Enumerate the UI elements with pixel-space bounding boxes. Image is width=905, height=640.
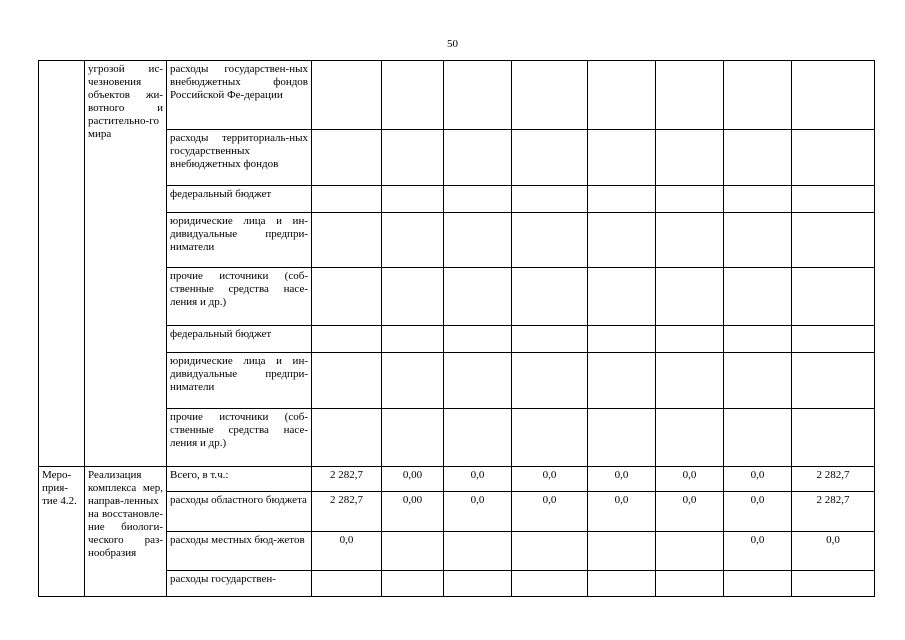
value-cell — [382, 130, 444, 186]
value-cell — [792, 130, 875, 186]
measure-name-cell: Реализация комплекса мер, направ-ленных на восстановле-ние биологи-ческого раз-нообразия — [85, 467, 167, 597]
value-cell — [382, 186, 444, 213]
value-cell — [656, 326, 724, 353]
value-cell — [792, 186, 875, 213]
value-cell — [588, 409, 656, 467]
funding-source-cell: федеральный бюджет — [167, 326, 312, 353]
value-cell — [382, 268, 444, 326]
table-row — [39, 467, 875, 492]
code-cell-empty — [39, 61, 85, 467]
value-cell — [656, 186, 724, 213]
value-cell: 0,0 — [444, 492, 512, 532]
value-cell — [792, 268, 875, 326]
value-cell: 0,0 — [512, 492, 588, 532]
value-cell — [512, 268, 588, 326]
value-cell — [656, 268, 724, 326]
value-cell: 0,0 — [656, 467, 724, 492]
value-cell — [724, 213, 792, 268]
value-cell — [588, 571, 656, 597]
value-cell — [588, 353, 656, 409]
value-cell — [792, 353, 875, 409]
value-cell — [382, 353, 444, 409]
value-cell — [444, 532, 512, 571]
value-cell — [588, 186, 656, 213]
value-cell — [444, 186, 512, 213]
funding-source-cell: Всего, в т.ч.: — [167, 467, 312, 492]
value-cell: 0,00 — [382, 492, 444, 532]
value-cell — [724, 130, 792, 186]
value-cell — [382, 571, 444, 597]
measure-name-cell: угрозой ис-чезновения объектов жи-вотного и растительно-го мира — [85, 61, 167, 467]
value-cell — [312, 409, 382, 467]
value-cell — [512, 326, 588, 353]
value-cell — [588, 130, 656, 186]
value-cell: 0,0 — [444, 467, 512, 492]
value-cell — [724, 61, 792, 130]
value-cell — [588, 326, 656, 353]
value-cell — [588, 61, 656, 130]
value-cell — [312, 353, 382, 409]
value-cell: 0,0 — [588, 467, 656, 492]
value-cell — [312, 213, 382, 268]
value-cell — [512, 409, 588, 467]
funding-source-cell: расходы областного бюджета — [167, 492, 312, 532]
table-body — [39, 61, 875, 597]
value-cell — [312, 326, 382, 353]
value-cell — [444, 268, 512, 326]
value-cell — [444, 409, 512, 467]
value-cell: 0,0 — [792, 532, 875, 571]
value-cell — [382, 326, 444, 353]
value-cell — [656, 61, 724, 130]
value-cell — [588, 213, 656, 268]
value-cell — [724, 268, 792, 326]
value-cell — [382, 532, 444, 571]
value-cell — [724, 353, 792, 409]
value-cell: 0,0 — [724, 467, 792, 492]
value-cell — [444, 61, 512, 130]
value-cell — [444, 353, 512, 409]
value-cell: 0,00 — [382, 467, 444, 492]
value-cell — [724, 409, 792, 467]
funding-source-cell: расходы территориаль-ных государственных внебюджетных фондов — [167, 130, 312, 186]
value-cell — [656, 130, 724, 186]
value-cell: 0,0 — [724, 492, 792, 532]
value-cell — [724, 326, 792, 353]
page-number: 50 — [447, 38, 458, 50]
value-cell — [444, 326, 512, 353]
value-cell: 0,0 — [724, 532, 792, 571]
value-cell — [588, 268, 656, 326]
funding-source-cell: расходы государствен- — [167, 571, 312, 597]
value-cell — [512, 571, 588, 597]
value-cell — [656, 532, 724, 571]
value-cell — [512, 532, 588, 571]
value-cell — [312, 61, 382, 130]
funding-source-cell: прочие источники (соб-ственные средства насе-ления и др.) — [167, 409, 312, 467]
value-cell — [382, 61, 444, 130]
value-cell — [792, 213, 875, 268]
value-cell — [312, 186, 382, 213]
value-cell: 0,0 — [512, 467, 588, 492]
value-cell — [312, 130, 382, 186]
value-cell — [444, 130, 512, 186]
measure-code-cell: Меро-прия-тие 4.2. — [39, 467, 85, 597]
value-cell: 0,0 — [656, 492, 724, 532]
value-cell — [512, 213, 588, 268]
funding-source-cell: юридические лица и ин-дивидуальные предпри-ниматели — [167, 353, 312, 409]
value-cell: 2 282,7 — [792, 467, 875, 492]
value-cell: 0,0 — [312, 532, 382, 571]
funding-source-cell: расходы местных бюд-жетов — [167, 532, 312, 571]
value-cell — [656, 353, 724, 409]
value-cell — [312, 571, 382, 597]
table-row — [39, 61, 875, 130]
value-cell — [792, 326, 875, 353]
value-cell — [792, 409, 875, 467]
value-cell — [656, 409, 724, 467]
value-cell — [512, 186, 588, 213]
value-cell — [512, 130, 588, 186]
value-cell: 0,0 — [588, 492, 656, 532]
value-cell — [382, 213, 444, 268]
value-cell — [724, 571, 792, 597]
value-cell: 2 282,7 — [312, 492, 382, 532]
funding-source-cell: прочие источники (соб-ственные средства насе-ления и др.) — [167, 268, 312, 326]
value-cell — [588, 532, 656, 571]
funding-source-cell: федеральный бюджет — [167, 186, 312, 213]
value-cell — [382, 409, 444, 467]
value-cell — [512, 61, 588, 130]
value-cell — [656, 213, 724, 268]
value-cell — [656, 571, 724, 597]
value-cell: 2 282,7 — [312, 467, 382, 492]
value-cell — [724, 186, 792, 213]
value-cell — [792, 571, 875, 597]
value-cell — [312, 268, 382, 326]
budget-table — [38, 60, 875, 597]
value-cell — [444, 571, 512, 597]
value-cell: 2 282,7 — [792, 492, 875, 532]
value-cell — [444, 213, 512, 268]
funding-source-cell: расходы государствен-ных внебюджетных фондов Российской Фе-дерации — [167, 61, 312, 130]
funding-source-cell: юридические лица и ин-дивидуальные предпри-ниматели — [167, 213, 312, 268]
value-cell — [512, 353, 588, 409]
value-cell — [792, 61, 875, 130]
